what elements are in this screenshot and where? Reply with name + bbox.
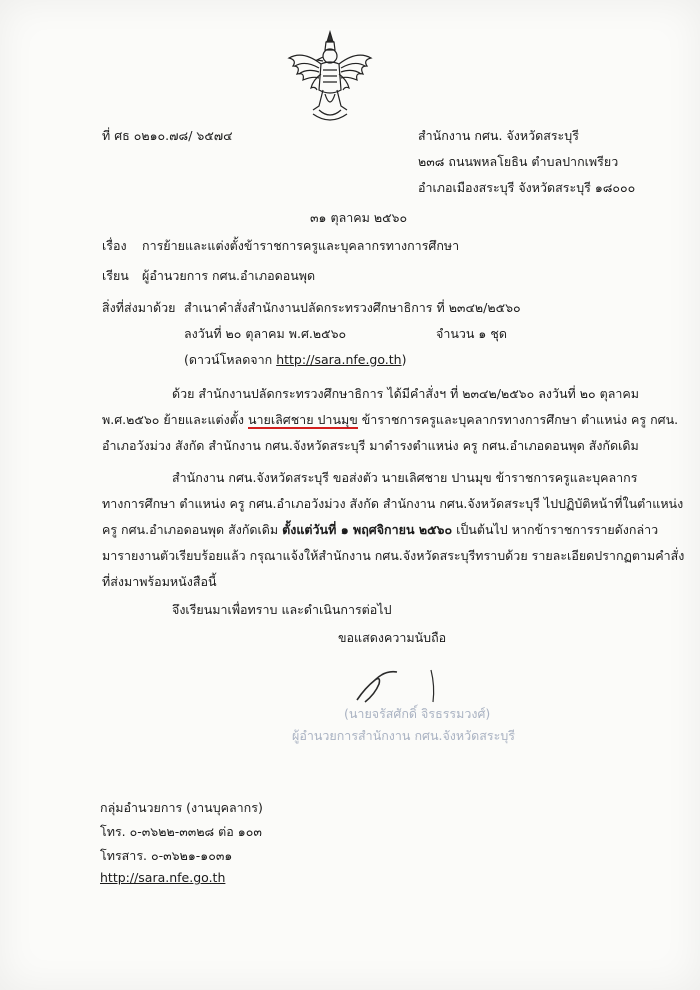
effective-date: ตั้งแต่วันที่ ๑ พฤศจิกายน ๒๕๖๐ [282, 522, 453, 537]
enclosure-line-2: ลงวันที่ ๒๐ ตุลาคม พ.ศ.๒๕๖๐ [184, 326, 347, 341]
office-address-district: อำเภอเมืองสระบุรี จังหวัดสระบุรี ๑๘๐๐๐ [418, 180, 636, 195]
body-p2-line-1: สำนักงาน กศน.จังหวัดสระบุรี ขอส่งตัว นายเลิศชาย ปานมุข ข้าราชการครูและบุคลากร [172, 470, 638, 485]
body-p3: จึงเรียนมาเพื่อทราบ และดำเนินการต่อไป [172, 602, 392, 617]
letter-date: ๓๑ ตุลาคม ๒๕๖๐ [310, 210, 408, 225]
signer-name: (นายจรัสศักดิ์ จิรธรรมวงศ์) [344, 706, 491, 721]
enclosure-line-1: สำเนาคำสั่งสำนักงานปลัดกระทรวงศึกษาธิการ ที่ ๒๓๔๒/๒๕๖๐ [184, 300, 521, 315]
highlighted-teacher-name: นายเลิศชาย ปานมุข [247, 412, 358, 427]
body-p1-line-3: อำเภอวังม่วง สังกัด สำนักงาน กศน.จังหวัดสระบุรี มาดำรงตำแหน่ง ครู กศน.อำเภอดอนพุด สังกัดเดิม [102, 438, 639, 453]
subject-text: การย้ายและแต่งตั้งข้าราชการครูและบุคลากรทางการศึกษา [142, 238, 460, 253]
footer-phone: โทร. ๐-๓๖๒๒-๓๓๒๘ ต่อ ๑๐๓ [100, 824, 262, 839]
footer-fax: โทรสาร. ๐-๓๖๒๑-๑๐๓๑ [100, 848, 233, 863]
footer-unit: กลุ่มอำนวยการ (งานบุคลากร) [100, 800, 263, 815]
body-p2-text-b: เป็นต้นไป หากข้าราชการรายดังกล่าว [452, 522, 659, 537]
enclosure-label: สิ่งที่ส่งมาด้วย [102, 300, 176, 315]
office-address-street: ๒๓๘ ถนนพหลโยธิน ตำบลปากเพรียว [418, 154, 619, 169]
reference-number: ที่ ศธ ๐๒๑๐.๗๘/ ๖๕๗๔ [102, 128, 233, 143]
closing-regards: ขอแสดงความนับถือ [338, 630, 447, 645]
body-p2-text-a: ครู กศน.อำเภอดอนพุด สังกัดเดิม [102, 522, 283, 537]
download-suffix: ) [401, 352, 407, 367]
enclosure-quantity: จำนวน ๑ ชุด [436, 326, 507, 341]
body-p1-line-1: ด้วย สำนักงานปลัดกระทรวงศึกษาธิการ ได้มีคำสั่งฯ ที่ ๒๓๔๒/๒๕๖๐ ลงวันที่ ๒๐ ตุลาคม [172, 386, 639, 401]
body-p2-line-2: ทางการศึกษา ตำแหน่ง ครู กศน.อำเภอวังม่วง สังกัด สำนักงาน กศน.จังหวัดสระบุรี ไปปฏิบัติหน้าที่ในตำแหน่ง [102, 496, 684, 511]
body-p1-text-b: ข้าราชการครูและบุคลากรทางการศึกษา ตำแหน่ง ครู กศน. [357, 412, 679, 427]
subject-label: เรื่อง [102, 238, 127, 253]
office-name: สำนักงาน กศน. จังหวัดสระบุรี [418, 128, 579, 143]
handwritten-signature [335, 650, 455, 710]
body-p2-line-3 [102, 520, 658, 540]
body-p1-text-a: พ.ศ.๒๕๖๐ ย้ายและแต่งตั้ง [102, 412, 248, 427]
body-p2-line-4: มารายงานตัวเรียบร้อยแล้ว กรุณาแจ้งให้สำนักงาน กศน.จังหวัดสระบุรีทราบด้วย รายละเอียดปรากฏตามคำสั่ง [102, 548, 685, 563]
download-link[interactable]: http://sara.nfe.go.th [276, 352, 402, 367]
enclosure-download-note [184, 350, 406, 370]
body-p1-line-2 [102, 410, 678, 430]
body-p2-line-5: ที่ส่งมาพร้อมหนังสือนี้ [102, 574, 217, 589]
garuda-emblem-icon [283, 30, 377, 128]
addressee-text: ผู้อำนวยการ กศน.อำเภอดอนพุด [142, 268, 316, 283]
footer-website-link[interactable]: http://sara.nfe.go.th [100, 870, 226, 885]
signer-title: ผู้อำนวยการสำนักงาน กศน.จังหวัดสระบุรี [292, 728, 515, 743]
addressee-label: เรียน [102, 268, 129, 283]
download-prefix: (ดาวน์โหลดจาก [184, 352, 277, 367]
